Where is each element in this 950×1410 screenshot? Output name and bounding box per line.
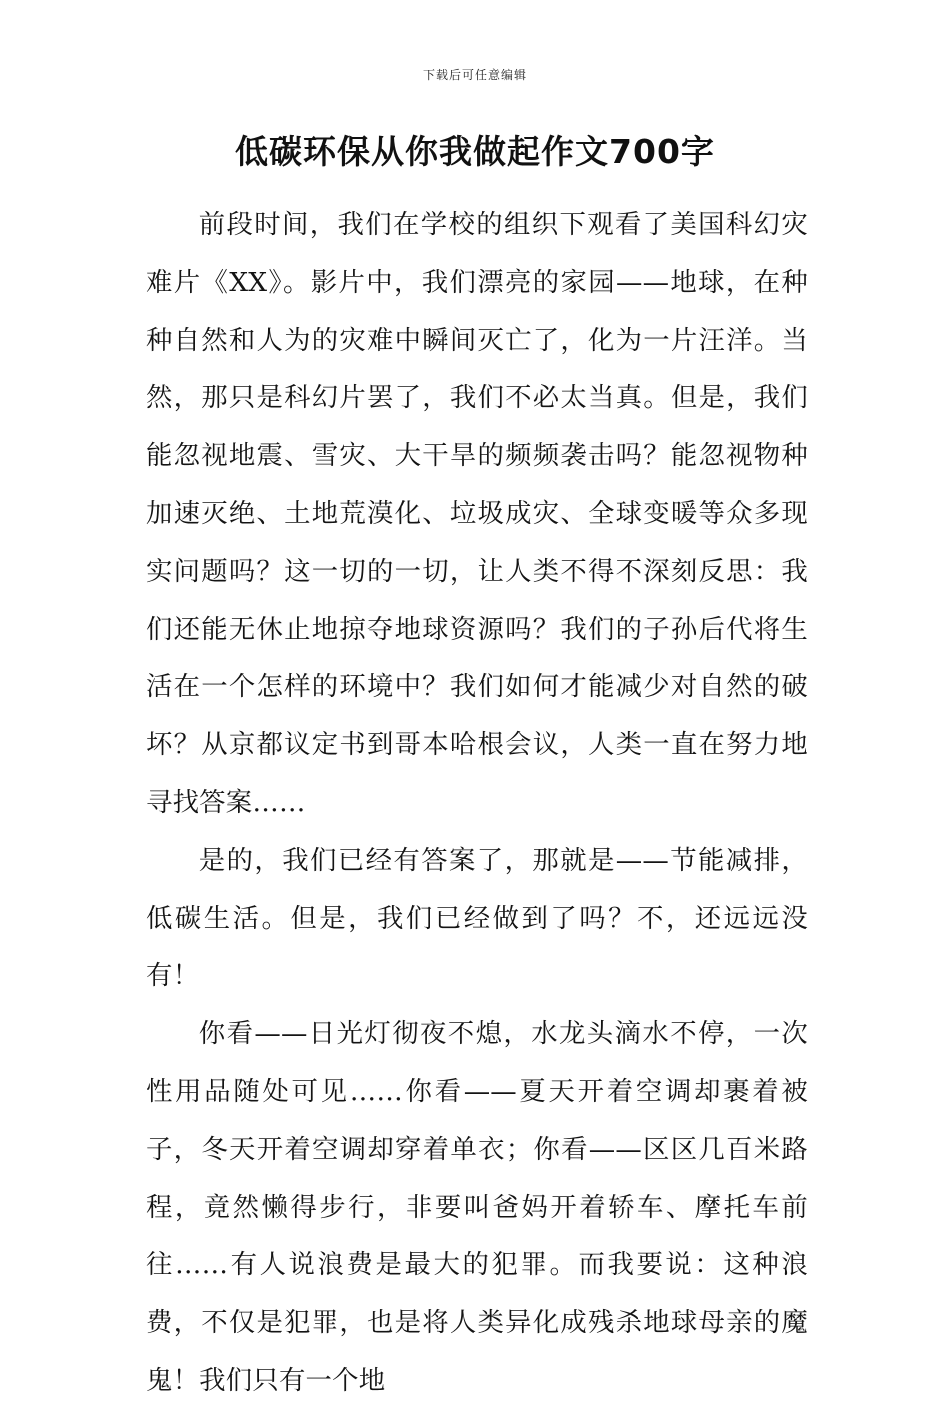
- paragraph: 是的，我们已经有答案了，那就是——节能减排，低碳生活。但是，我们已经做到了吗？不，还远远没有！: [146, 844, 808, 992]
- header-note: 下载后可任意编辑: [422, 68, 527, 82]
- paragraph: 你看——日光灯彻夜不熄，水龙头滴水不停，一次性用品随处可见……你看——夏天开着空调却裹着被子，冬天开着空调却穿着单衣；你看——区区几百米路程，竟然懒得步行，非要叫爸妈开着轿车、摩托车前往……有人说浪费是最大的犯罪。而我要说：这种浪费，不仅是犯罪，也是将人类异化成残杀地球母亲的魔鬼！我们只有一个地: [146, 1018, 808, 1396]
- essay-body: [146, 196, 808, 1410]
- page-title: 低碳环保从你我做起作文700字: [235, 132, 715, 171]
- paragraph: 前段时间，我们在学校的组织下观看了美国科幻灾难片《XX》。影片中，我们漂亮的家园——地球，在种种自然和人为的灾难中瞬间灭亡了，化为一片汪洋。当然，那只是科幻片罢了，我们不必太当真。但是，我们能忽视地震、雪灾、大干旱的频频袭击吗？能忽视物种加速灭绝、土地荒漠化、垃圾成灾、全球变暖等众多现实问题吗？这一切的一切，让人类不得不深刻反思：我们还能无休止地掠夺地球资源吗？我们的子孙后代将生活在一个怎样的环境中？我们如何才能减少对自然的破坏？从京都议定书到哥本哈根会议，人类一直在努力地寻找答案……: [146, 209, 808, 818]
